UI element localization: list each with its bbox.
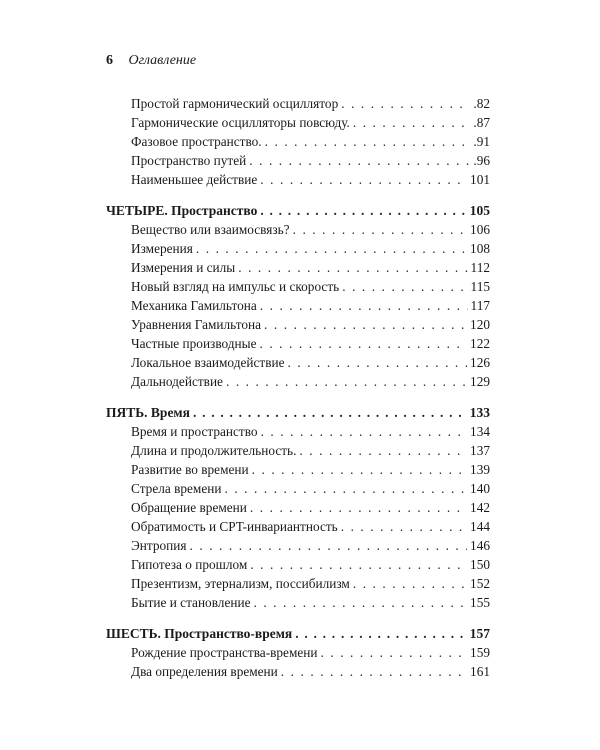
toc-entry-page: .87 <box>473 115 490 130</box>
toc-entry <box>106 277 490 296</box>
toc-entry-title: Гармонические осцилляторы повсюду. <box>131 115 350 130</box>
dot-leader <box>190 536 468 555</box>
dot-leader <box>250 555 467 574</box>
toc-entry-title: Частные производные <box>131 336 257 351</box>
toc-entry <box>106 662 490 681</box>
toc-entry-page: 106 <box>470 222 490 237</box>
dot-leader <box>293 220 467 239</box>
table-of-contents <box>106 94 490 681</box>
toc-entry-page: 144 <box>470 519 490 534</box>
toc-entry-page: 120 <box>470 317 490 332</box>
toc-entry-page: 108 <box>470 241 490 256</box>
dot-leader <box>260 201 466 220</box>
toc-entry-title: Наименьшее действие <box>131 172 258 187</box>
toc-entry-title: ЧЕТЫРЕ. Пространство <box>106 203 258 218</box>
toc-entry-page: 134 <box>470 424 490 439</box>
dot-leader <box>341 517 467 536</box>
dot-leader <box>224 479 467 498</box>
toc-entry-title: Уравнения Гамильтона <box>131 317 262 332</box>
dot-leader <box>321 643 468 662</box>
dot-leader <box>249 151 470 170</box>
toc-entry <box>106 220 490 239</box>
dot-leader <box>196 239 467 258</box>
toc-entry-page: 152 <box>470 576 490 591</box>
toc-entry-title: Локальное взаимодействие <box>131 355 285 370</box>
toc-entry-title: Два определения времени <box>131 664 278 679</box>
toc-entry <box>106 334 490 353</box>
toc-entry <box>106 94 490 113</box>
dot-leader <box>259 334 467 353</box>
dot-leader <box>260 170 467 189</box>
toc-entry <box>106 555 490 574</box>
toc-entry-title: ШЕСТЬ. Пространство-время <box>106 626 293 641</box>
dot-leader <box>295 624 467 643</box>
toc-entry-title: Время и пространство <box>131 424 258 439</box>
dot-leader <box>342 277 467 296</box>
toc-entry-page: 122 <box>470 336 490 351</box>
toc-entry-page: 129 <box>470 374 490 389</box>
toc-entry-page: 126 <box>470 355 490 370</box>
dot-leader <box>353 113 471 132</box>
dot-leader <box>281 662 467 681</box>
toc-chapter <box>106 624 490 643</box>
toc-entry-page: 150 <box>470 557 490 572</box>
dot-leader <box>264 315 467 334</box>
toc-entry <box>106 113 490 132</box>
toc-entry-title: Рождение пространства-времени <box>131 645 318 660</box>
toc-entry <box>106 151 490 170</box>
toc-entry-title: Измерения и силы <box>131 260 236 275</box>
toc-entry-title: Дальнодействие <box>131 374 223 389</box>
toc-entry-title: Простой гармонический осциллятор <box>131 96 339 111</box>
toc-entry-page: 101 <box>470 172 490 187</box>
running-head <box>106 53 196 69</box>
toc-entry <box>106 441 490 460</box>
toc-entry <box>106 296 490 315</box>
dot-leader <box>265 132 471 151</box>
toc-entry-page: 133 <box>469 405 490 420</box>
dot-leader <box>238 258 467 277</box>
toc-entry-title: Измерения <box>131 241 193 256</box>
toc-entry-title: ПЯТЬ. Время <box>106 405 190 420</box>
toc-entry-title: Бытие и становление <box>131 595 251 610</box>
toc-entry <box>106 460 490 479</box>
toc-entry-title: Обратимость и CPT-инвариантность <box>131 519 338 534</box>
dot-leader <box>193 403 467 422</box>
toc-entry <box>106 353 490 372</box>
dot-leader <box>226 372 467 391</box>
toc-entry-page: .91 <box>473 134 490 149</box>
running-head-title: Оглавление <box>128 53 197 68</box>
toc-entry-title: Гипотеза о прошлом <box>131 557 248 572</box>
dot-leader <box>288 353 468 372</box>
dot-leader <box>299 441 467 460</box>
toc-entry <box>106 315 490 334</box>
dot-leader <box>261 422 467 441</box>
toc-entry-page: 142 <box>470 500 490 515</box>
dot-leader <box>353 574 467 593</box>
dot-leader <box>260 296 468 315</box>
dot-leader <box>253 593 467 612</box>
toc-entry-page: 155 <box>470 595 490 610</box>
toc-entry-page: .82 <box>473 96 490 111</box>
toc-entry <box>106 132 490 151</box>
toc-entry <box>106 643 490 662</box>
toc-entry-page: 140 <box>470 481 490 496</box>
toc-entry <box>106 517 490 536</box>
toc-entry-page: 159 <box>470 645 490 660</box>
toc-entry <box>106 593 490 612</box>
toc-chapter <box>106 403 490 422</box>
toc-entry-title: Длина и продолжительность. <box>131 443 297 458</box>
page-number: 6 <box>106 53 113 68</box>
toc-entry-title: Стрела времени <box>131 481 222 496</box>
toc-entry-page: 146 <box>470 538 490 553</box>
toc-entry-title: Энтропия <box>131 538 187 553</box>
toc-entry-title: Презентизм, этернализм, поссибилизм <box>131 576 350 591</box>
toc-entry-page: 157 <box>469 626 490 641</box>
toc-entry <box>106 258 490 277</box>
toc-entry-page: 115 <box>470 279 490 294</box>
toc-entry-page: 112 <box>470 260 490 275</box>
dot-leader <box>250 498 467 517</box>
toc-entry <box>106 372 490 391</box>
toc-entry-title: Механика Гамильтона <box>131 298 257 313</box>
toc-entry <box>106 422 490 441</box>
toc-entry-title: Фазовое пространство. <box>131 134 262 149</box>
toc-entry-page: .96 <box>473 153 490 168</box>
toc-entry-title: Развитие во времени <box>131 462 249 477</box>
toc-entry-page: 161 <box>470 664 490 679</box>
toc-entry <box>106 479 490 498</box>
toc-entry <box>106 239 490 258</box>
toc-entry-title: Вещество или взаимосвязь? <box>131 222 290 237</box>
toc-entry <box>106 574 490 593</box>
dot-leader <box>252 460 467 479</box>
toc-entry <box>106 498 490 517</box>
toc-entry-page: 137 <box>470 443 490 458</box>
toc-entry <box>106 536 490 555</box>
toc-entry-title: Новый взгляд на импульс и скорость <box>131 279 340 294</box>
toc-entry-page: 139 <box>470 462 490 477</box>
toc-entry-title: Пространство путей <box>131 153 247 168</box>
dot-leader <box>341 94 470 113</box>
toc-entry-title: Обращение времени <box>131 500 247 515</box>
toc-chapter <box>106 201 490 220</box>
toc-entry-page: 117 <box>470 298 490 313</box>
toc-entry-page: 105 <box>469 203 490 218</box>
toc-entry <box>106 170 490 189</box>
